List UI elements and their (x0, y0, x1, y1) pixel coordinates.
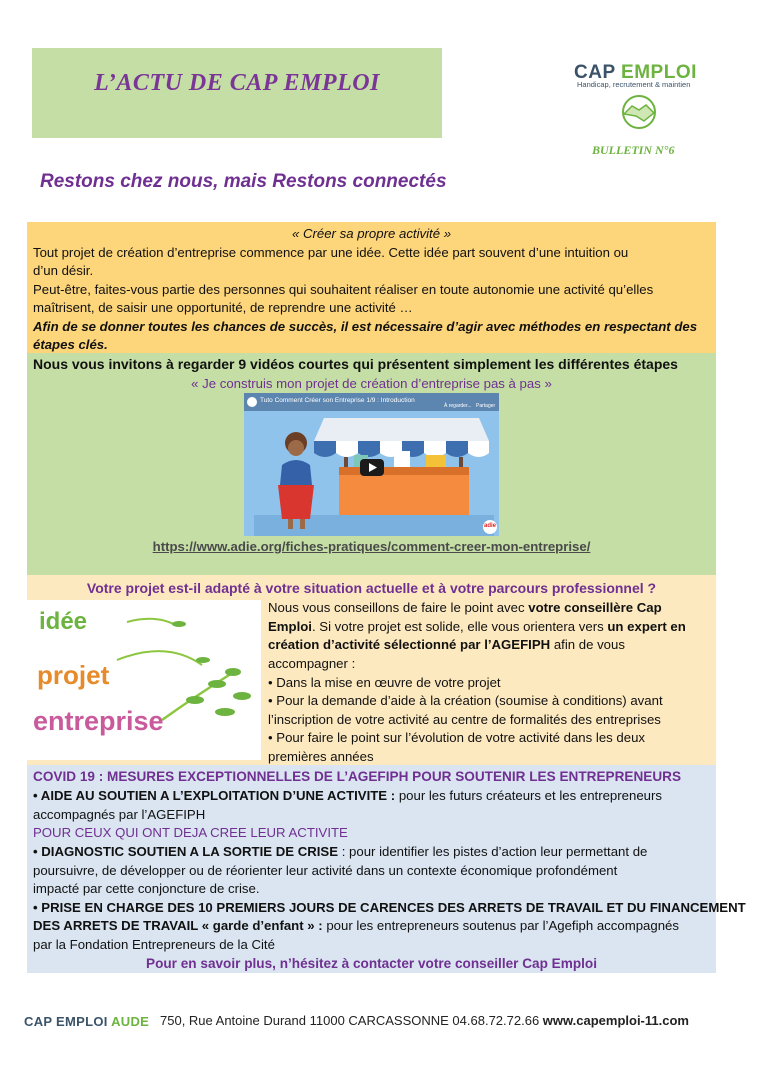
measure-line (33, 786, 662, 805)
video-caption: Tuto Comment Créer son Entreprise 1/9 : Introduction (260, 397, 415, 404)
advice-line (268, 598, 662, 617)
measure-line (33, 842, 647, 861)
bullet-line: l’inscription de votre activité au centre de formalités des entreprises (268, 712, 661, 727)
emphasis: • AIDE AU SOUTIEN A L’EXPLOITATION D’UNE ACTIVITE : (33, 788, 396, 803)
measure-line: impacté par cette conjoncture de crise. (33, 881, 260, 896)
text: Nous vous conseillons de faire le point avec (268, 600, 529, 615)
adie-mark: adie (484, 523, 497, 529)
contact-call: Pour en savoir plus, n’hésitez à contacter votre conseiller Cap Emploi (146, 956, 597, 971)
measure-subheading: POUR CEUX QUI ONT DEJA CREE LEUR ACTIVITE (33, 825, 348, 840)
measure-line: poursuivre, de développer ou de réorienter leur activité dans un contexte économique profondément (33, 863, 618, 878)
bulletin-number: BULLETIN N°6 (592, 143, 675, 157)
paragraph-line: Tout projet de création d’entreprise commence par une idée. Cette idée part souvent d’une intuition ou (33, 245, 629, 260)
logo-word-cap: CAP (574, 62, 616, 83)
paragraph-line: Peut-être, faites-vous partie des personnes qui souhaitent réaliser en toute autonomie une activité qu’elles (33, 282, 654, 297)
footer-logo-region: AUDE (107, 1014, 150, 1029)
logo-tagline: Handicap, recrutement & maintien (577, 80, 691, 89)
text: pour les futurs créateurs et les entrepreneurs (395, 788, 662, 803)
word-idee: idée (39, 608, 88, 635)
text: : pour identifier les pistes d’action leur permettant de (338, 844, 648, 859)
bullet-line: • Pour la demande d’aide à la création (soumise à conditions) avant (268, 693, 663, 708)
emphasis: un expert en (607, 619, 686, 634)
emphasis: votre conseillère Cap (528, 600, 662, 615)
handshake-icon (616, 92, 662, 132)
emphasis: Emploi (268, 619, 312, 634)
paragraph-line: maîtrisent, de saisir une opportunité, de reprendre une activité … (33, 300, 413, 315)
advice-line: accompagner : (268, 656, 356, 671)
text: pour les entrepreneurs soutenus par l’Agefiph accompagnés (322, 918, 679, 933)
emphasis: création d’activité sélectionné par l’AGEFIPH (268, 637, 551, 652)
bullet-line: • Dans la mise en œuvre de votre projet (268, 675, 501, 690)
paragraph-line: d’un désir. (33, 263, 94, 278)
adie-link[interactable]: https://www.adie.org/fiches-pratiques/comment-creer-mon-entreprise/ (152, 539, 591, 554)
page-title: L’ACTU DE CAP EMPLOI (94, 70, 380, 96)
measure-line: • PRISE EN CHARGE DES 10 PREMIERS JOURS DE CARENCES DES ARRETS DE TRAVAIL ET DU FINANCEMENT (33, 900, 746, 915)
watch-later-label[interactable]: À regarder... (444, 403, 472, 409)
emphasis: DES ARRETS DE TRAVAIL « garde d’enfant » : (33, 918, 323, 933)
measure-line: par la Fondation Entrepreneurs de la Cité (33, 937, 275, 952)
video-illustration (244, 393, 499, 536)
share-label[interactable]: Partager (476, 403, 496, 409)
footer-logo (24, 1014, 149, 1029)
advice-line (268, 617, 686, 636)
idea-project-illustration (27, 600, 261, 760)
emphasis: • DIAGNOSTIC SOUTIEN A LA SORTIE DE CRISE (33, 844, 339, 859)
bullet-line: premières années (268, 749, 374, 764)
measure-line: accompagnés par l’AGEFIPH (33, 807, 206, 822)
emphasis-line: étapes clés. (33, 337, 108, 352)
subtitle: Restons chez nous, mais Restons connectés (40, 171, 447, 192)
word-projet: projet (37, 660, 110, 690)
footer-address (160, 1013, 689, 1028)
word-entreprise: entreprise (33, 706, 164, 736)
covid-heading: COVID 19 : MESURES EXCEPTIONNELLES DE L’AGEFIPH POUR SOUTENIR LES ENTREPRENEURS (33, 769, 682, 784)
section-heading: « Créer sa propre activité » (291, 226, 452, 241)
footer-logo-main: CAP EMPLOI (24, 1014, 108, 1029)
emphasis-line: Afin de se donner toutes les chances de succès, il est nécessaire d’agir avec méthodes en respectant des (33, 319, 698, 334)
text: afin de vous (550, 637, 625, 652)
website-link[interactable]: www.capemploi-11.com (542, 1013, 689, 1028)
logo-word-emploi: EMPLOI (615, 62, 697, 83)
address-text: 750, Rue Antoine Durand 11000 CARCASSONNE 04.68.72.72.66 (160, 1013, 543, 1028)
measure-line (33, 916, 679, 935)
advice-line (268, 635, 625, 654)
project-question: Votre projet est-il adapté à votre situation actuelle et à votre parcours professionnel ? (86, 580, 657, 596)
bullet-line: • Pour faire le point sur l’évolution de votre activité dans les deux (268, 730, 646, 745)
video-thumbnail[interactable] (244, 393, 499, 536)
video-series-title: « Je construis mon projet de création d’entreprise pas à pas » (191, 376, 552, 391)
video-invite: Nous vous invitons à regarder 9 vidéos courtes qui présentent simplement les différentes étapes (33, 356, 678, 372)
text: . Si votre projet est solide, elle vous orientera vers (311, 619, 608, 634)
